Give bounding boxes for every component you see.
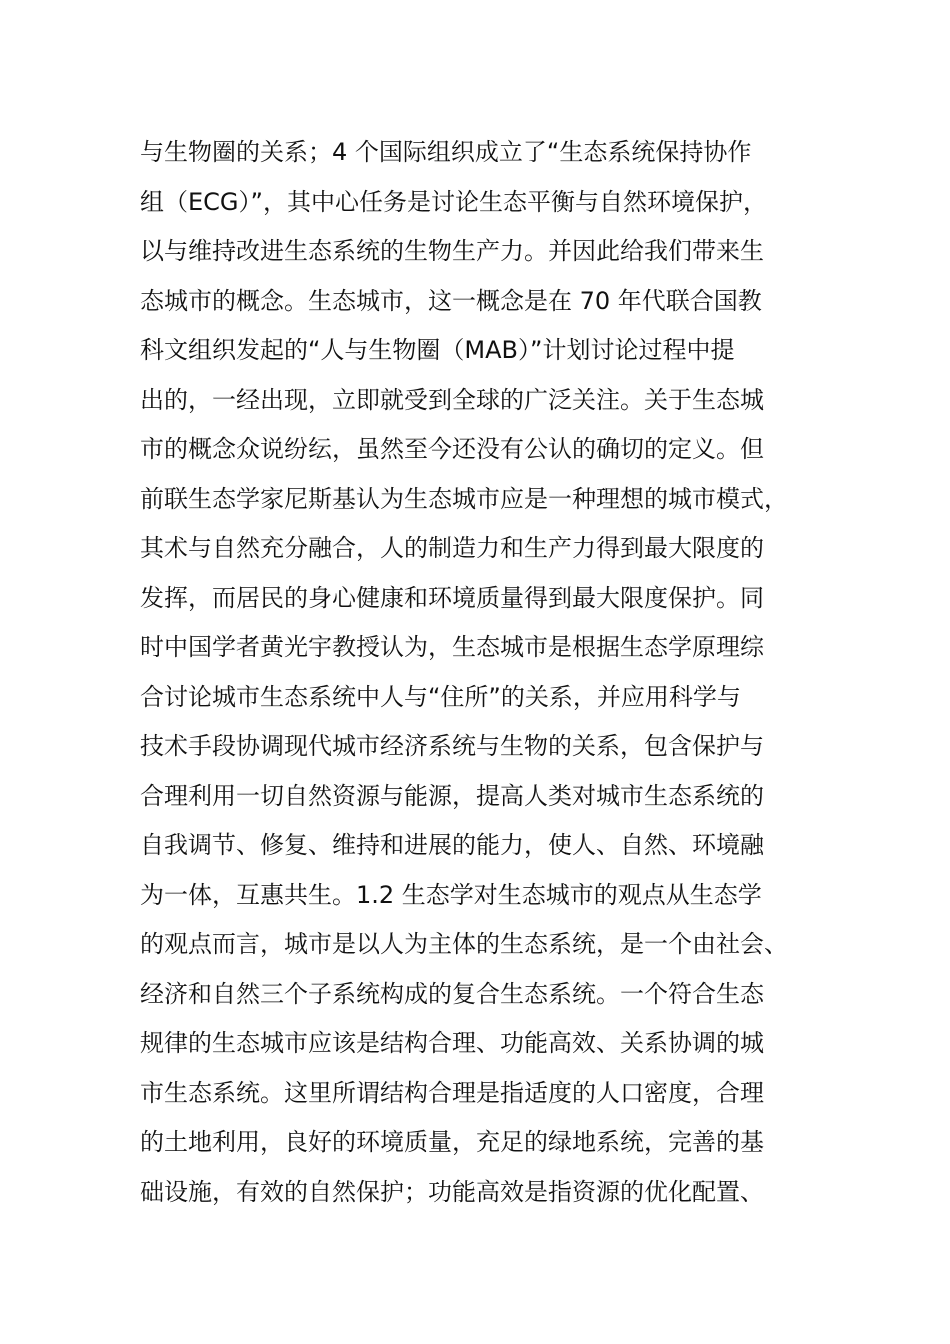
text-line: 合讨论城市生态系统中人与“住所”的关系，并应用科学与	[140, 682, 741, 711]
text-line: 经济和自然三个子系统构成的复合生态系统。一个符合生态	[140, 979, 764, 1008]
text-line: 组（ECG）”，其中心任务是讨论生态平衡与自然环境保护，	[140, 187, 767, 216]
text-line: 与生物圈的关系；4 个国际组织成立了“生态系统保持协作	[140, 138, 752, 166]
text-line: 态城市的概念。生态城市，这一概念是在 70 年代联合国教	[140, 286, 762, 315]
body-paragraph	[140, 128, 830, 1217]
text-line: 前联生态学家尼斯基认为生态城市应是一种理想的城市模式，	[140, 484, 788, 513]
text-line: 技术手段协调现代城市经济系统与生物的关系，包含保护与	[140, 732, 764, 760]
text-line: 其术与自然充分融合，人的制造力和生产力得到最大限度的	[140, 534, 764, 562]
text-line: 市生态系统。这里所谓结构合理是指适度的人口密度，合理	[140, 1078, 764, 1107]
text-line: 础设施，有效的自然保护；功能高效是指资源的优化配置、	[140, 1177, 764, 1206]
text-line: 自我调节、修复、维持和进展的能力，使人、自然、环境融	[140, 831, 764, 859]
text-line: 以与维持改进生态系统的生物生产力。并因此给我们带来生	[140, 237, 764, 265]
text-line: 发挥，而居民的身心健康和环境质量得到最大限度保护。同	[140, 583, 764, 612]
text-line: 合理利用一切自然资源与能源，提高人类对城市生态系统的	[140, 781, 764, 810]
text-line: 规律的生态城市应该是结构合理、功能高效、关系协调的城	[140, 1029, 764, 1057]
text-line: 市的概念众说纷纭，虽然至今还没有公认的确切的定义。但	[140, 435, 764, 463]
text-line: 的土地利用，良好的环境质量，充足的绿地系统，完善的基	[140, 1128, 764, 1156]
text-line: 为一体，互惠共生。1.2 生态学对生态城市的观点从生态学	[140, 880, 762, 909]
text-line: 的观点而言，城市是以人为主体的生态系统，是一个由社会、	[140, 930, 788, 958]
text-line: 科文组织发起的“人与生物圈（MAB）”计划讨论过程中提	[140, 336, 735, 364]
text-line: 时中国学者黄光宇教授认为，生态城市是根据生态学原理综	[140, 633, 764, 661]
text-line: 出的，一经出现，立即就受到全球的广泛关注。关于生态城	[140, 385, 764, 414]
